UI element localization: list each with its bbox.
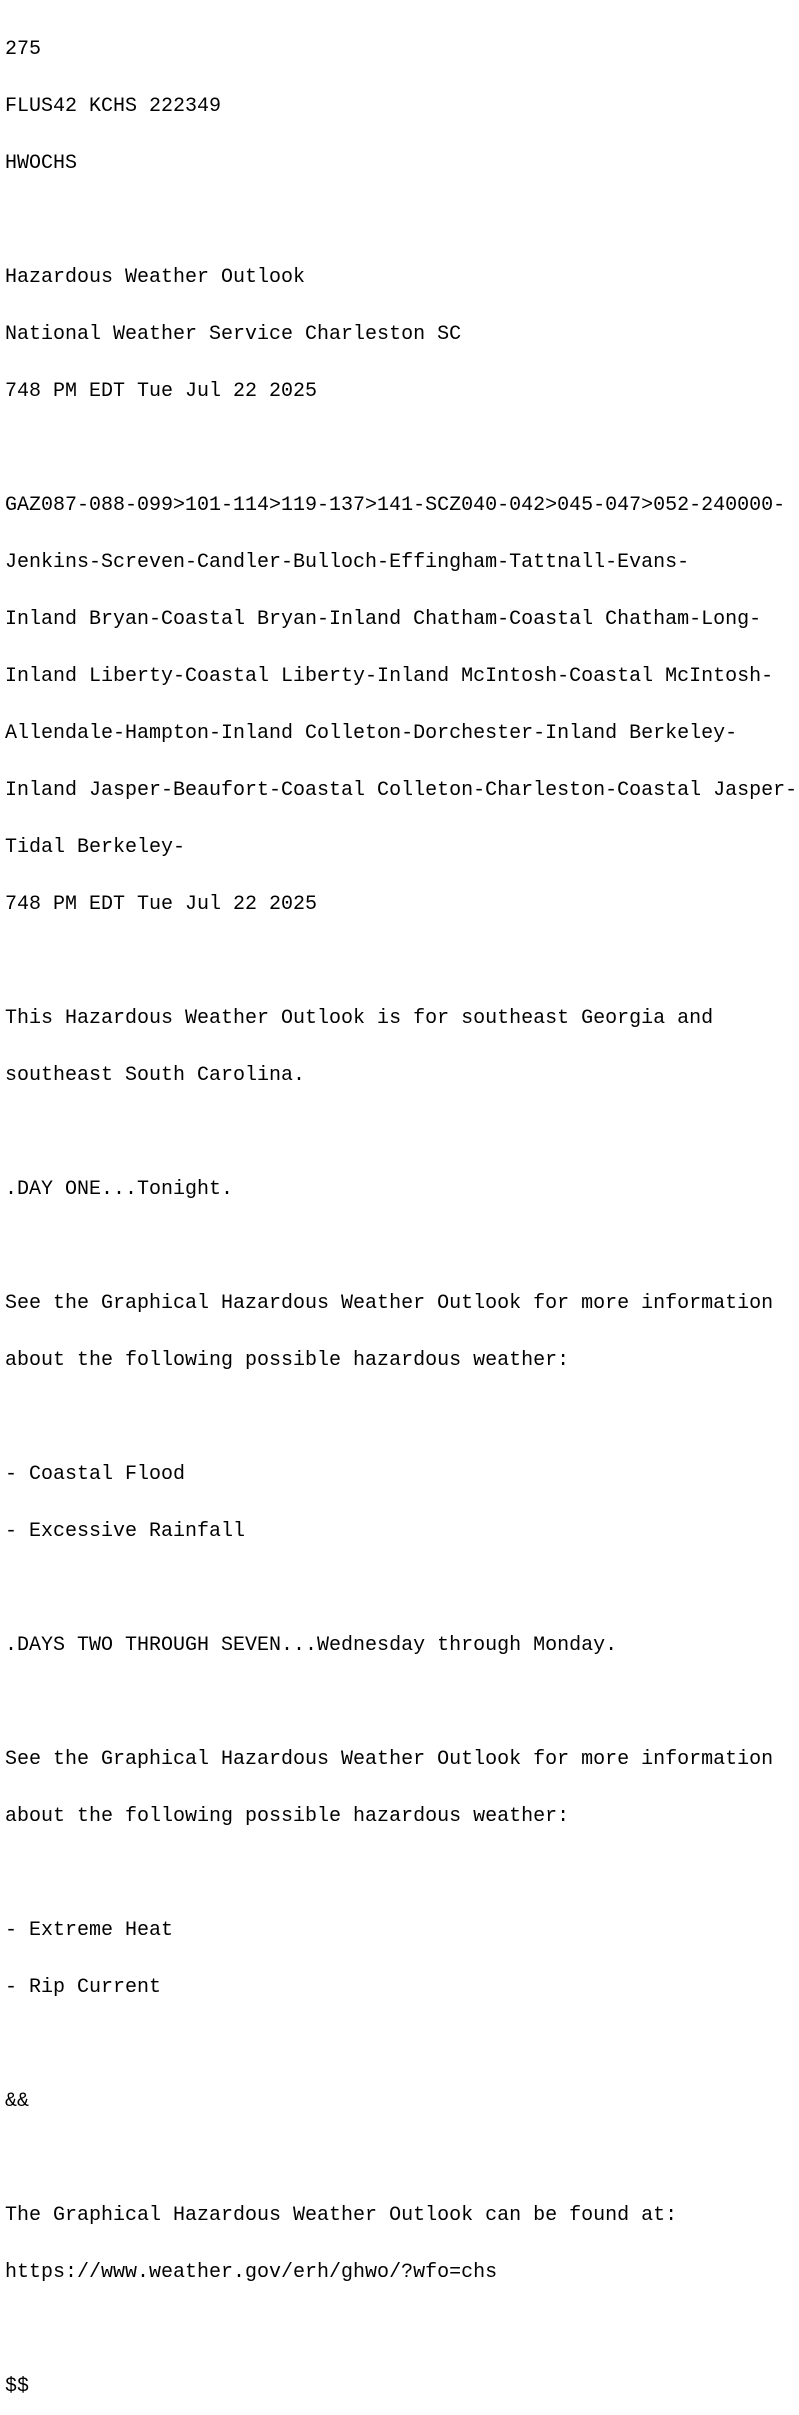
day-one-hazard-item: - Coastal Flood	[5, 1463, 186, 1486]
blank-line	[5, 2035, 799, 2054]
section-separator: &&	[5, 2090, 30, 2113]
blank-line	[5, 1237, 799, 1256]
zone-names-line: Allendale-Hampton-Inland Colleton-Dorchester-Inland Berkeley-	[5, 722, 738, 745]
days-two-seven-heading: .DAYS TWO THROUGH SEVEN...Wednesday through Monday.	[5, 1634, 618, 1657]
blank-line	[5, 2149, 799, 2168]
zone-names-line: Inland Bryan-Coastal Bryan-Inland Chatham-Coastal Chatham-Long-	[5, 608, 762, 631]
blank-line	[5, 439, 799, 458]
blank-line	[5, 1579, 799, 1598]
issuing-office: National Weather Service Charleston SC	[5, 323, 462, 346]
product-id: 275	[5, 38, 42, 61]
days-two-seven-text: about the following possible hazardous weather:	[5, 1805, 570, 1828]
zone-names-line: Tidal Berkeley-	[5, 836, 186, 859]
end-of-product-marker: $$	[5, 2375, 30, 2398]
blank-line	[5, 211, 799, 230]
awips-id: HWOCHS	[5, 152, 78, 175]
footer-text: The Graphical Hazardous Weather Outlook can be found at:	[5, 2204, 678, 2227]
zone-names-line: Inland Jasper-Beaufort-Coastal Colleton-Charleston-Coastal Jasper-	[5, 779, 798, 802]
day-one-hazard-item: - Excessive Rainfall	[5, 1520, 246, 1543]
zone-issued-time: 748 PM EDT Tue Jul 22 2025	[5, 893, 318, 916]
ghwo-url: https://www.weather.gov/erh/ghwo/?wfo=chs	[5, 2261, 498, 2284]
zone-names-line: Jenkins-Screven-Candler-Bulloch-Effingham-Tattnall-Evans-	[5, 551, 690, 574]
intro-text: southeast South Carolina.	[5, 1064, 306, 1087]
days-two-seven-text: See the Graphical Hazardous Weather Outlook for more information	[5, 1748, 774, 1771]
blank-line	[5, 1864, 799, 1883]
document-title: Hazardous Weather Outlook	[5, 266, 306, 289]
wmo-header: FLUS42 KCHS 222349	[5, 95, 222, 118]
intro-text: This Hazardous Weather Outlook is for southeast Georgia and	[5, 1007, 714, 1030]
blank-line	[5, 1123, 799, 1142]
issued-time: 748 PM EDT Tue Jul 22 2025	[5, 380, 318, 403]
blank-line	[5, 952, 799, 971]
day-one-text: See the Graphical Hazardous Weather Outlook for more information	[5, 1292, 774, 1315]
day-one-heading: .DAY ONE...Tonight.	[5, 1178, 234, 1201]
blank-line	[5, 1408, 799, 1427]
ugc-zone-codes: GAZ087-088-099>101-114>119-137>141-SCZ040-042>045-047>052-240000-	[5, 494, 786, 517]
zone-names-line: Inland Liberty-Coastal Liberty-Inland McIntosh-Coastal McIntosh-	[5, 665, 774, 688]
days-two-seven-hazard-item: - Rip Current	[5, 1976, 162, 1999]
days-two-seven-hazard-item: - Extreme Heat	[5, 1919, 174, 1942]
blank-line	[5, 2320, 799, 2339]
blank-line	[5, 1693, 799, 1712]
day-one-text: about the following possible hazardous weather:	[5, 1349, 570, 1372]
